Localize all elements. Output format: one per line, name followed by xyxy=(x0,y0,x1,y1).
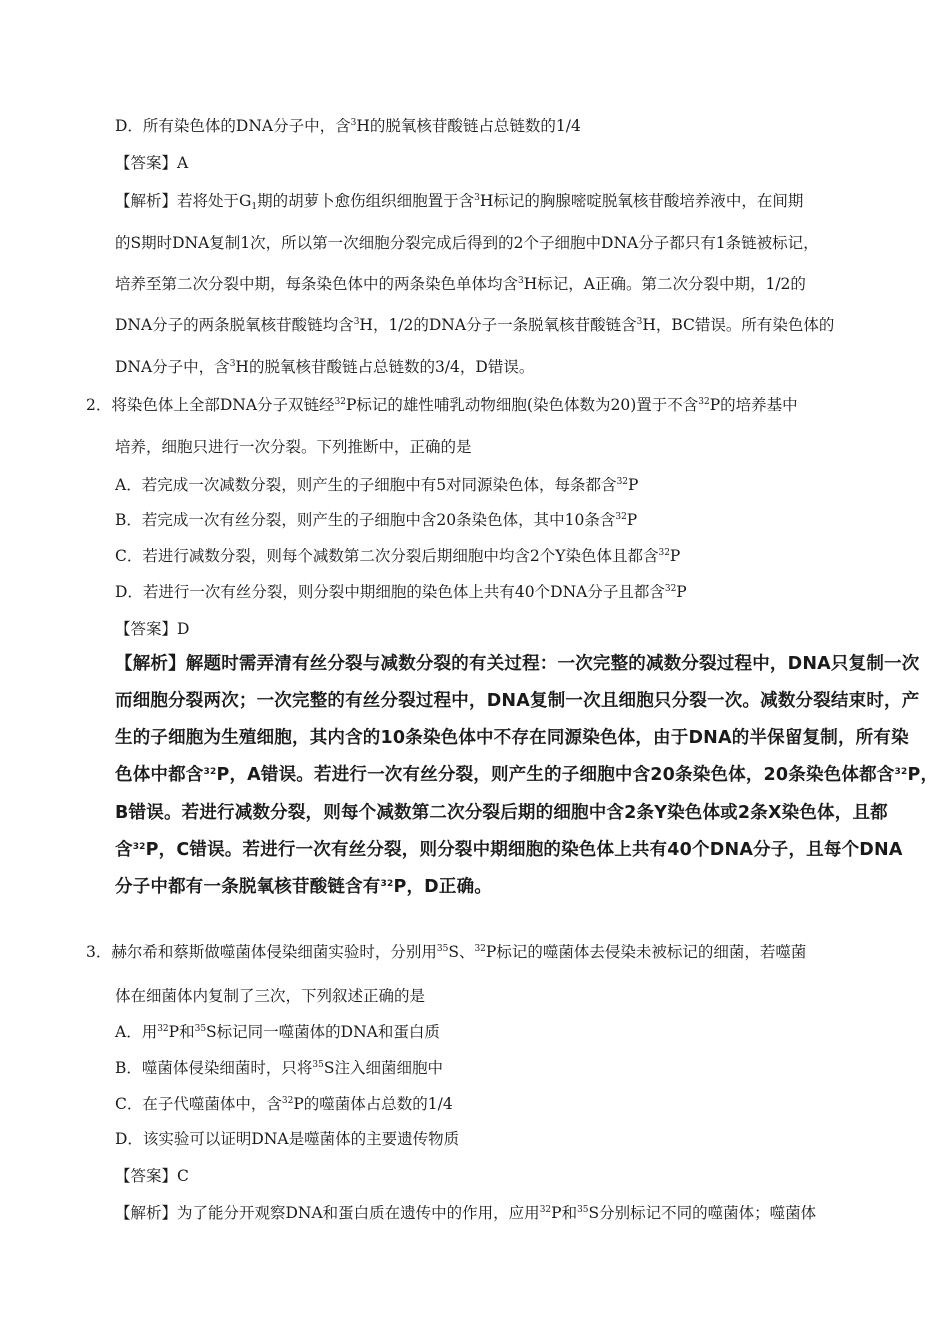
q1-analysis-line: 【解析】若将处于$G_1$期的胡萝卜愈伤组织细胞置于含$^3$H标记的胸腺嘧啶脱氧核苷酸培养液中，在间期 xyxy=(115,192,804,212)
q3-stem-line: 体在细菌体内复制了三次，下列叙述正确的是 xyxy=(115,987,426,1005)
q2-option-a: A．若完成一次减数分裂，则产生的子细胞中有5对同源染色体，每条都含$^{32}$P xyxy=(115,476,639,494)
q2-analysis-line: 含$^{32}$P，C错误。若进行一次有丝分裂，则分裂中期细胞的染色体上共有40个DNA分子，且每个DNA xyxy=(115,840,903,860)
q1-option-d: D．所有染色体的DNA分子中，含$^3$H的脱氧核苷酸链占总链数的1/4 xyxy=(115,117,581,135)
q3-option-b: B．噬菌体侵染细菌时，只将$^{35}$S注入细菌细胞中 xyxy=(115,1059,443,1077)
q3-answer: 【答案】C xyxy=(115,1167,189,1185)
q3-option-c: C．在子代噬菌体中，含$^{32}$P的噬菌体占总数的1/4 xyxy=(115,1095,453,1113)
q1-analysis-line: DNA分子的两条脱氧核苷酸链均含$^3$H，1/2的DNA分子一条脱氧核苷酸链含$^3$H，BC错误。所有染色体的 xyxy=(115,316,835,334)
q2-analysis-line: 而细胞分裂两次；一次完整的有丝分裂过程中，DNA复制一次且细胞只分裂一次。减数分裂结束时，产 xyxy=(115,691,920,711)
q2-analysis-line: 【解析】解题时需弄清有丝分裂与减数分裂的有关过程：一次完整的减数分裂过程中，DNA只复制一次 xyxy=(115,654,920,674)
q3-option-d: D．该实验可以证明DNA是噬菌体的主要遗传物质 xyxy=(115,1130,460,1148)
q2-answer: 【答案】D xyxy=(115,620,190,638)
q2-analysis-line: 色体中都含$^{32}$P，A错误。若进行一次有丝分裂，则产生的子细胞中含20条染色体，20条染色体都含$^{32}$P， xyxy=(115,765,939,785)
q2-analysis-line: 分子中都有一条脱氧核苷酸链含有$^{32}$P，D正确。 xyxy=(115,877,492,897)
q2-option-c: C．若进行减数分裂，则每个减数第二次分裂后期细胞中均含2个Y染色体且都含$^{32}$P xyxy=(115,547,681,565)
q1-analysis-line: 培养至第二次分裂中期，每条染色体中的两条染色单体均含$^3$H标记，A正确。第二次分裂中期，1/2的 xyxy=(115,275,806,293)
q2-option-b: B．若完成一次有丝分裂，则产生的子细胞中含20条染色体，其中10条含$^{32}$P xyxy=(115,511,638,529)
q2-analysis-line: B错误。若进行减数分裂，则每个减数第二次分裂后期的细胞中含2条Y染色体或2条X染色体，且都 xyxy=(115,803,888,823)
q3-stem-line: 3．赫尔希和蔡斯做噬菌体侵染细菌实验时，分别用$^{35}$S、$^{32}$P标记的噬菌体去侵染未被标记的细菌，若噬菌 xyxy=(86,943,807,961)
q1-analysis-line: DNA分子中，含$^3$H的脱氧核苷酸链占总链数的3/4，D错误。 xyxy=(115,358,535,376)
q2-option-d: D．若进行一次有丝分裂，则分裂中期细胞的染色体上共有40个DNA分子且都含$^{32}$P xyxy=(115,583,687,601)
q2-stem-line: 培养，细胞只进行一次分裂。下列推断中，正确的是 xyxy=(115,438,472,456)
q3-analysis-line: 【解析】为了能分开观察DNA和蛋白质在遗传中的作用，应用$^{32}$P和$^{35}$S分别标记不同的噬菌体；噬菌体 xyxy=(115,1204,817,1222)
q1-answer: 【答案】A xyxy=(115,154,189,172)
q1-analysis-line: 的S期时DNA复制1次，所以第一次细胞分裂完成后得到的2个子细胞中DNA分子都只有1条链被标记， xyxy=(115,234,819,252)
q2-stem-line: 2．将染色体上全部DNA分子双链经$^{32}$P标记的雄性哺乳动物细胞(染色体数为20)置于不含$^{32}$P的培养基中 xyxy=(86,396,798,414)
q3-option-a: A．用$^{32}$P和$^{35}$S标记同一噬菌体的DNA和蛋白质 xyxy=(115,1023,440,1041)
q2-analysis-line: 生的子细胞为生殖细胞，其内含的10条染色体中不存在同源染色体，由于DNA的半保留复制，所有染 xyxy=(115,728,909,748)
